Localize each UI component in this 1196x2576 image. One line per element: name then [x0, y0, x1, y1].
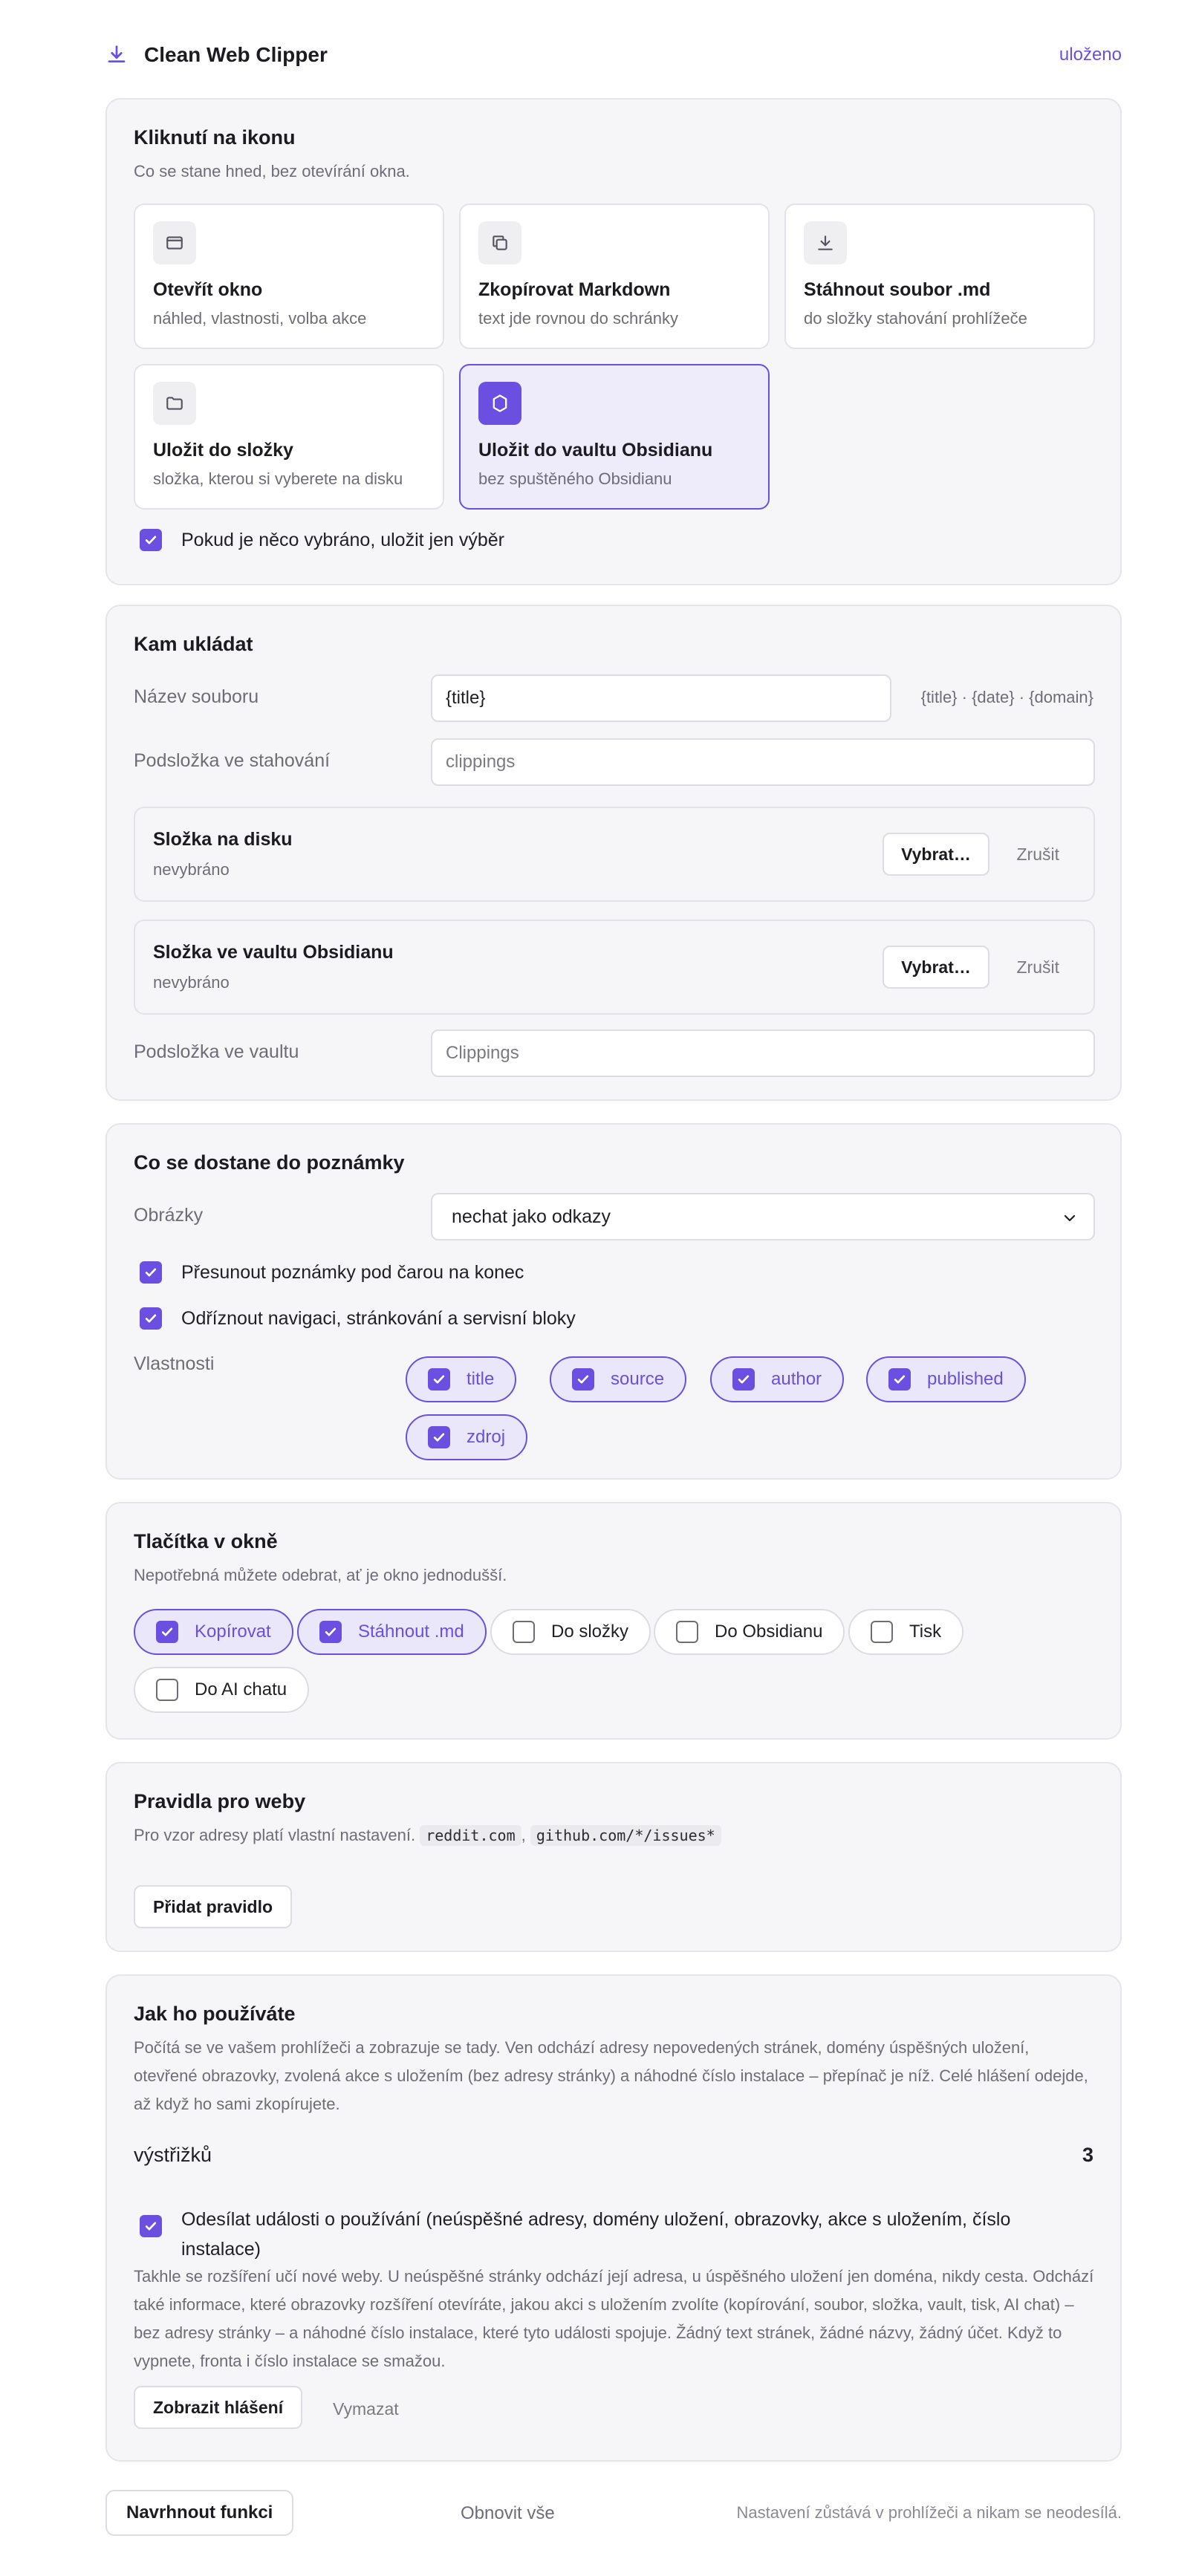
checkbox-icon	[676, 1621, 698, 1643]
save-status: uloženo	[1059, 45, 1122, 65]
footnotes-option[interactable]	[140, 1261, 524, 1284]
app-title: Clean Web Clipper	[144, 43, 328, 66]
section-title: Kliknutí na ikonu	[134, 126, 296, 149]
tile-desc: složka, kterou si vyberete na disku	[153, 469, 403, 488]
vault-subfolder-input[interactable]	[431, 1030, 1095, 1077]
checkbox-label: Odříznout navigaci, stránkování a servisní bloky	[181, 1307, 576, 1329]
check-icon	[156, 1621, 178, 1643]
chip-label: Tisk	[909, 1622, 942, 1642]
tile-name: Zkopírovat Markdown	[478, 279, 671, 300]
window-button-chip-download[interactable]	[297, 1609, 487, 1655]
chip-label: title	[467, 1369, 495, 1389]
usage-description: Počítá se ve vašem prohlížeči a zobrazuje se tady. Ven odchází adresy nepovedených stránek, domény úspěšných uložení, otevřené obrazovky, zvolená akce s uložením (bez adresy stránky) a náhodné číslo instalace – přepínač je níž. Celé hlášení odejde, až když ho sami zkopírujete.	[134, 2038, 1088, 2113]
property-chip-source[interactable]	[550, 1356, 686, 1402]
vault-folder-block	[134, 920, 1095, 1015]
disk-folder-value: nevybráno	[153, 860, 230, 879]
check-icon	[319, 1621, 342, 1643]
strip-nav-option[interactable]	[140, 1307, 576, 1330]
usage-card	[105, 1974, 1122, 2462]
chip-label: Do AI chatu	[195, 1679, 287, 1700]
action-tile-download-md[interactable]	[784, 204, 1095, 349]
property-chip-zdroj[interactable]	[406, 1414, 527, 1460]
disk-folder-name: Složka na disku	[153, 829, 293, 850]
window-button-chip-print[interactable]	[848, 1609, 963, 1655]
reset-all-button[interactable]: Obnovit vše	[461, 2503, 555, 2523]
download-subfolder-input[interactable]	[431, 738, 1095, 786]
section-title: Co se dostane do poznámky	[134, 1151, 405, 1174]
section-subtitle: Co se stane hned, bez otevírání okna.	[134, 162, 410, 180]
images-selected-value: nechat jako odkazy	[452, 1206, 611, 1227]
check-icon[interactable]	[140, 2215, 162, 2237]
check-icon[interactable]	[140, 529, 162, 551]
window-icon	[153, 221, 196, 264]
check-icon	[888, 1368, 911, 1391]
tile-name: Otevřít okno	[153, 279, 263, 300]
download-icon	[804, 221, 847, 264]
section-subtitle	[134, 1826, 721, 1845]
window-button-chip-obsidian[interactable]	[654, 1609, 845, 1655]
rule-example: github.com/*/issues*	[530, 1825, 721, 1846]
section-subtitle: Nepotřebná můžete odebrat, ať je okno jednodušší.	[134, 1566, 507, 1584]
property-chip-published[interactable]	[866, 1356, 1026, 1402]
save-location-card	[105, 605, 1122, 1101]
check-icon[interactable]	[140, 1261, 162, 1284]
click-action-card	[105, 98, 1122, 585]
chip-label: source	[611, 1369, 665, 1389]
checkbox-icon	[156, 1679, 178, 1701]
download-subfolder-label: Podsložka ve stahování	[134, 750, 331, 771]
section-title: Kam ukládat	[134, 633, 253, 655]
action-tile-open-window[interactable]	[134, 204, 444, 349]
vault-folder-value: nevybráno	[153, 973, 230, 992]
check-icon	[572, 1368, 594, 1391]
checkbox-label: Odesílat události o používání (neúspěšné adresy, domény uložení, obrazovky, akce s uložením, číslo instalace)	[181, 2209, 1011, 2260]
section-title: Jak ho používáte	[134, 2003, 296, 2025]
checkbox-icon	[513, 1621, 535, 1643]
rule-separator: ,	[521, 1826, 526, 1844]
window-button-chip-copy[interactable]	[134, 1609, 293, 1655]
header	[105, 37, 1122, 73]
telemetry-option[interactable]	[140, 2205, 1095, 2264]
site-rules-card	[105, 1762, 1122, 1952]
rule-example: reddit.com	[420, 1825, 521, 1846]
chip-label: Do složky	[551, 1622, 629, 1642]
check-icon	[428, 1426, 450, 1448]
selection-only-option[interactable]	[140, 529, 504, 551]
property-chip-author[interactable]	[710, 1356, 844, 1402]
obsidian-icon	[478, 382, 521, 425]
section-title: Tlačítka v okně	[134, 1530, 278, 1552]
tile-desc: text jde rovnou do schránky	[478, 309, 679, 328]
rules-intro: Pro vzor adresy platí vlastní nastavení.	[134, 1826, 416, 1844]
properties-label: Vlastnosti	[134, 1353, 215, 1374]
choose-disk-folder-button[interactable]: Vybrat…	[883, 833, 989, 876]
telemetry-description: Takhle se rozšíření učí nové weby. U neúspěšné stránky odchází její adresa, u úspěšného uložení jen doména, nikdy cesta. Odchází také informace, které obrazovky rozšíření otevíráte, jakou akci s uložením zvolíte (kopírování, soubor, složka, vault, tisk, AI chat) – bez adresy stránky – a náhodné číslo instalace, které tyto události spojuje. Žádný text stránek, žádné názvy, žádný účet. Když to vypnete, fronta i číslo instalace se smažou.	[134, 2267, 1094, 2370]
tile-desc: náhled, vlastnosti, volba akce	[153, 309, 367, 328]
brand	[105, 43, 328, 67]
choose-vault-folder-button[interactable]: Vybrat…	[883, 946, 989, 989]
chip-label: author	[771, 1369, 822, 1389]
images-label: Obrázky	[134, 1205, 204, 1226]
download-icon	[105, 44, 128, 66]
window-buttons-card	[105, 1502, 1122, 1740]
images-select[interactable]	[431, 1193, 1095, 1240]
tile-name: Uložit do vaultu Obsidianu	[478, 440, 713, 461]
check-icon	[428, 1368, 450, 1391]
action-tile-save-obsidian[interactable]	[459, 364, 770, 510]
action-tile-copy-markdown[interactable]	[459, 204, 770, 349]
disk-folder-block	[134, 807, 1095, 902]
show-report-button[interactable]: Zobrazit hlášení	[134, 2386, 302, 2429]
tile-desc: do složky stahování prohlížeče	[804, 309, 1027, 328]
chip-label: Stáhnout .md	[358, 1622, 464, 1642]
checkbox-icon	[871, 1621, 893, 1643]
chevron-down-icon	[1061, 1209, 1079, 1232]
chip-label: Kopírovat	[195, 1622, 271, 1642]
clear-button[interactable]: Vymazat	[333, 2399, 399, 2419]
filename-label: Název souboru	[134, 686, 259, 707]
property-chip-title[interactable]	[406, 1356, 516, 1402]
filename-input[interactable]	[431, 674, 891, 722]
action-tile-save-folder[interactable]	[134, 364, 444, 510]
vault-folder-name: Složka ve vaultu Obsidianu	[153, 942, 394, 963]
cancel-disk-folder-button[interactable]: Zrušit	[1016, 845, 1059, 864]
section-title: Pravidla pro weby	[134, 1790, 306, 1812]
copy-icon	[478, 221, 521, 264]
check-icon	[732, 1368, 755, 1391]
cancel-vault-folder-button[interactable]: Zrušit	[1016, 957, 1059, 977]
chip-label: zdroj	[467, 1427, 506, 1447]
checkbox-label: Přesunout poznámky pod čarou na konec	[181, 1261, 524, 1283]
footer-note: Nastavení zůstává v prohlížeči a nikam se neodesílá.	[736, 2503, 1122, 2522]
tile-name: Stáhnout soubor .md	[804, 279, 991, 300]
clips-counter-value: 3	[1082, 2144, 1093, 2166]
clips-counter-label: výstřižků	[134, 2144, 212, 2166]
tile-desc: bez spuštěného Obsidianu	[478, 469, 672, 488]
filename-hint: {title} · {date} · {domain}	[920, 688, 1093, 706]
folder-icon	[153, 382, 196, 425]
vault-subfolder-label: Podsložka ve vaultu	[134, 1041, 299, 1062]
suggest-feature-button[interactable]: Navrhnout funkci	[105, 2490, 293, 2536]
tile-name: Uložit do složky	[153, 440, 293, 461]
add-rule-button[interactable]: Přidat pravidlo	[134, 1885, 292, 1928]
chip-label: published	[927, 1369, 1004, 1389]
chip-label: Do Obsidianu	[715, 1622, 823, 1642]
check-icon[interactable]	[140, 1307, 162, 1330]
window-button-chip-folder[interactable]	[490, 1609, 651, 1655]
window-button-chip-ai-chat[interactable]	[134, 1667, 309, 1713]
checkbox-label: Pokud je něco vybráno, uložit jen výběr	[181, 529, 504, 550]
note-content-card	[105, 1123, 1122, 1480]
